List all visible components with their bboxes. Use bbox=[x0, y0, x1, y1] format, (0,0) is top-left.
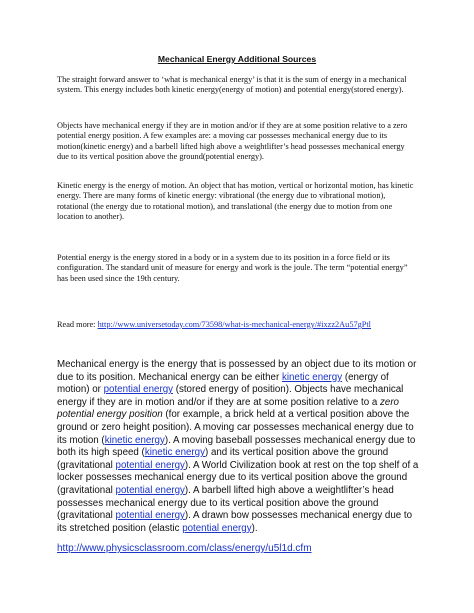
physicsclassroom-paragraph bbox=[57, 359, 419, 535]
body-text: ). A drawn bow possesses mechanical energy due to its stretched position (elastic bbox=[57, 510, 413, 534]
kinetic-energy-link[interactable]: kinetic energy bbox=[104, 434, 165, 446]
body-text: ) and its vertical position above the ground (gravitational bbox=[57, 447, 389, 471]
body-text: (for example, a brick held at a vertical position above the ground or zero height position). A moving car possesses mechanical energy due to its motion ( bbox=[57, 409, 414, 446]
body-text: ). bbox=[251, 522, 258, 534]
potential-energy-link[interactable]: potential energy bbox=[115, 510, 185, 522]
universetoday-link[interactable]: http://www.universetoday.com/73598/what-is-mechanical-energy/#ixzz2Au57gPtl bbox=[97, 320, 371, 329]
potential-energy-link[interactable]: potential energy bbox=[182, 522, 252, 534]
document-title: Mechanical Energy Additional Sources bbox=[157, 54, 317, 64]
potential-energy-link[interactable]: potential energy bbox=[115, 459, 185, 471]
paragraph-potential-energy: Potential energy is the energy stored in a body or in a system due to its position in a force field or its configuration. The standard unit of measure for energy and work is the joule. The term “potential energy” has been used since the 19th century. bbox=[57, 253, 408, 283]
zero-potential-emphasis: zero potential energy position bbox=[57, 396, 399, 421]
kinetic-energy-link[interactable]: kinetic energy bbox=[281, 371, 343, 383]
paragraph-examples: Objects have mechanical energy if they are in motion and/or if they are at some position relative to a zero potential energy position. A few examples are: a moving car possesses mechanical energy due to its motion(kinetic energy) and a barbell lifted high above a weightlifter’s head possesses mechanical energy due to its vertical position above the ground(potential energy). bbox=[57, 121, 408, 162]
paragraph-definition: The straight forward answer to ‘what is mechanical energy’ is that it is the sum of energy in a mechanical system. This energy includes both kinetic energy(energy of motion) and potential energy(stored energy). bbox=[57, 75, 407, 95]
paragraph-kinetic-energy: Kinetic energy is the energy of motion. An object that has motion, vertical or horizontal motion, has kinetic energy. There are many forms of kinetic energy: vibrational (the energy due to vibrational motion), rotational (the energy due to rotational motion), and translational (the energy due to motion from one location to another). bbox=[57, 181, 414, 222]
body-text: (stored energy of position). Objects have mechanical energy if they are in motion and/or if they are at some position relative to a bbox=[57, 384, 404, 408]
potential-energy-link[interactable]: potential energy bbox=[103, 384, 173, 396]
body-text: (energy of motion) or bbox=[57, 371, 389, 396]
body-text: ). A World Civilization book at rest on the top shelf of a locker possesses mechanical energy due to its vertical position above the ground (gravitational bbox=[57, 459, 419, 496]
body-text: ). A moving baseball possesses mechanical energy due to both its high speed ( bbox=[57, 434, 416, 459]
potential-energy-link[interactable]: potential energy bbox=[115, 484, 185, 496]
physicsclassroom-link[interactable]: http://www.physicsclassroom.com/class/energy/u5l1d.cfm bbox=[57, 543, 312, 554]
kinetic-energy-link[interactable]: kinetic energy bbox=[144, 447, 205, 459]
body-text: ). A barbell lifted high above a weightlifter’s head possesses mechanical energy due to its vertical position above the ground (gravitational bbox=[57, 484, 394, 522]
read-more-label: Read more: bbox=[57, 320, 98, 329]
read-more-line bbox=[57, 320, 417, 330]
body-text: Mechanical energy is the energy that is possessed by an object due to its motion or due to its position. Mechanical energy can be either bbox=[57, 359, 417, 383]
